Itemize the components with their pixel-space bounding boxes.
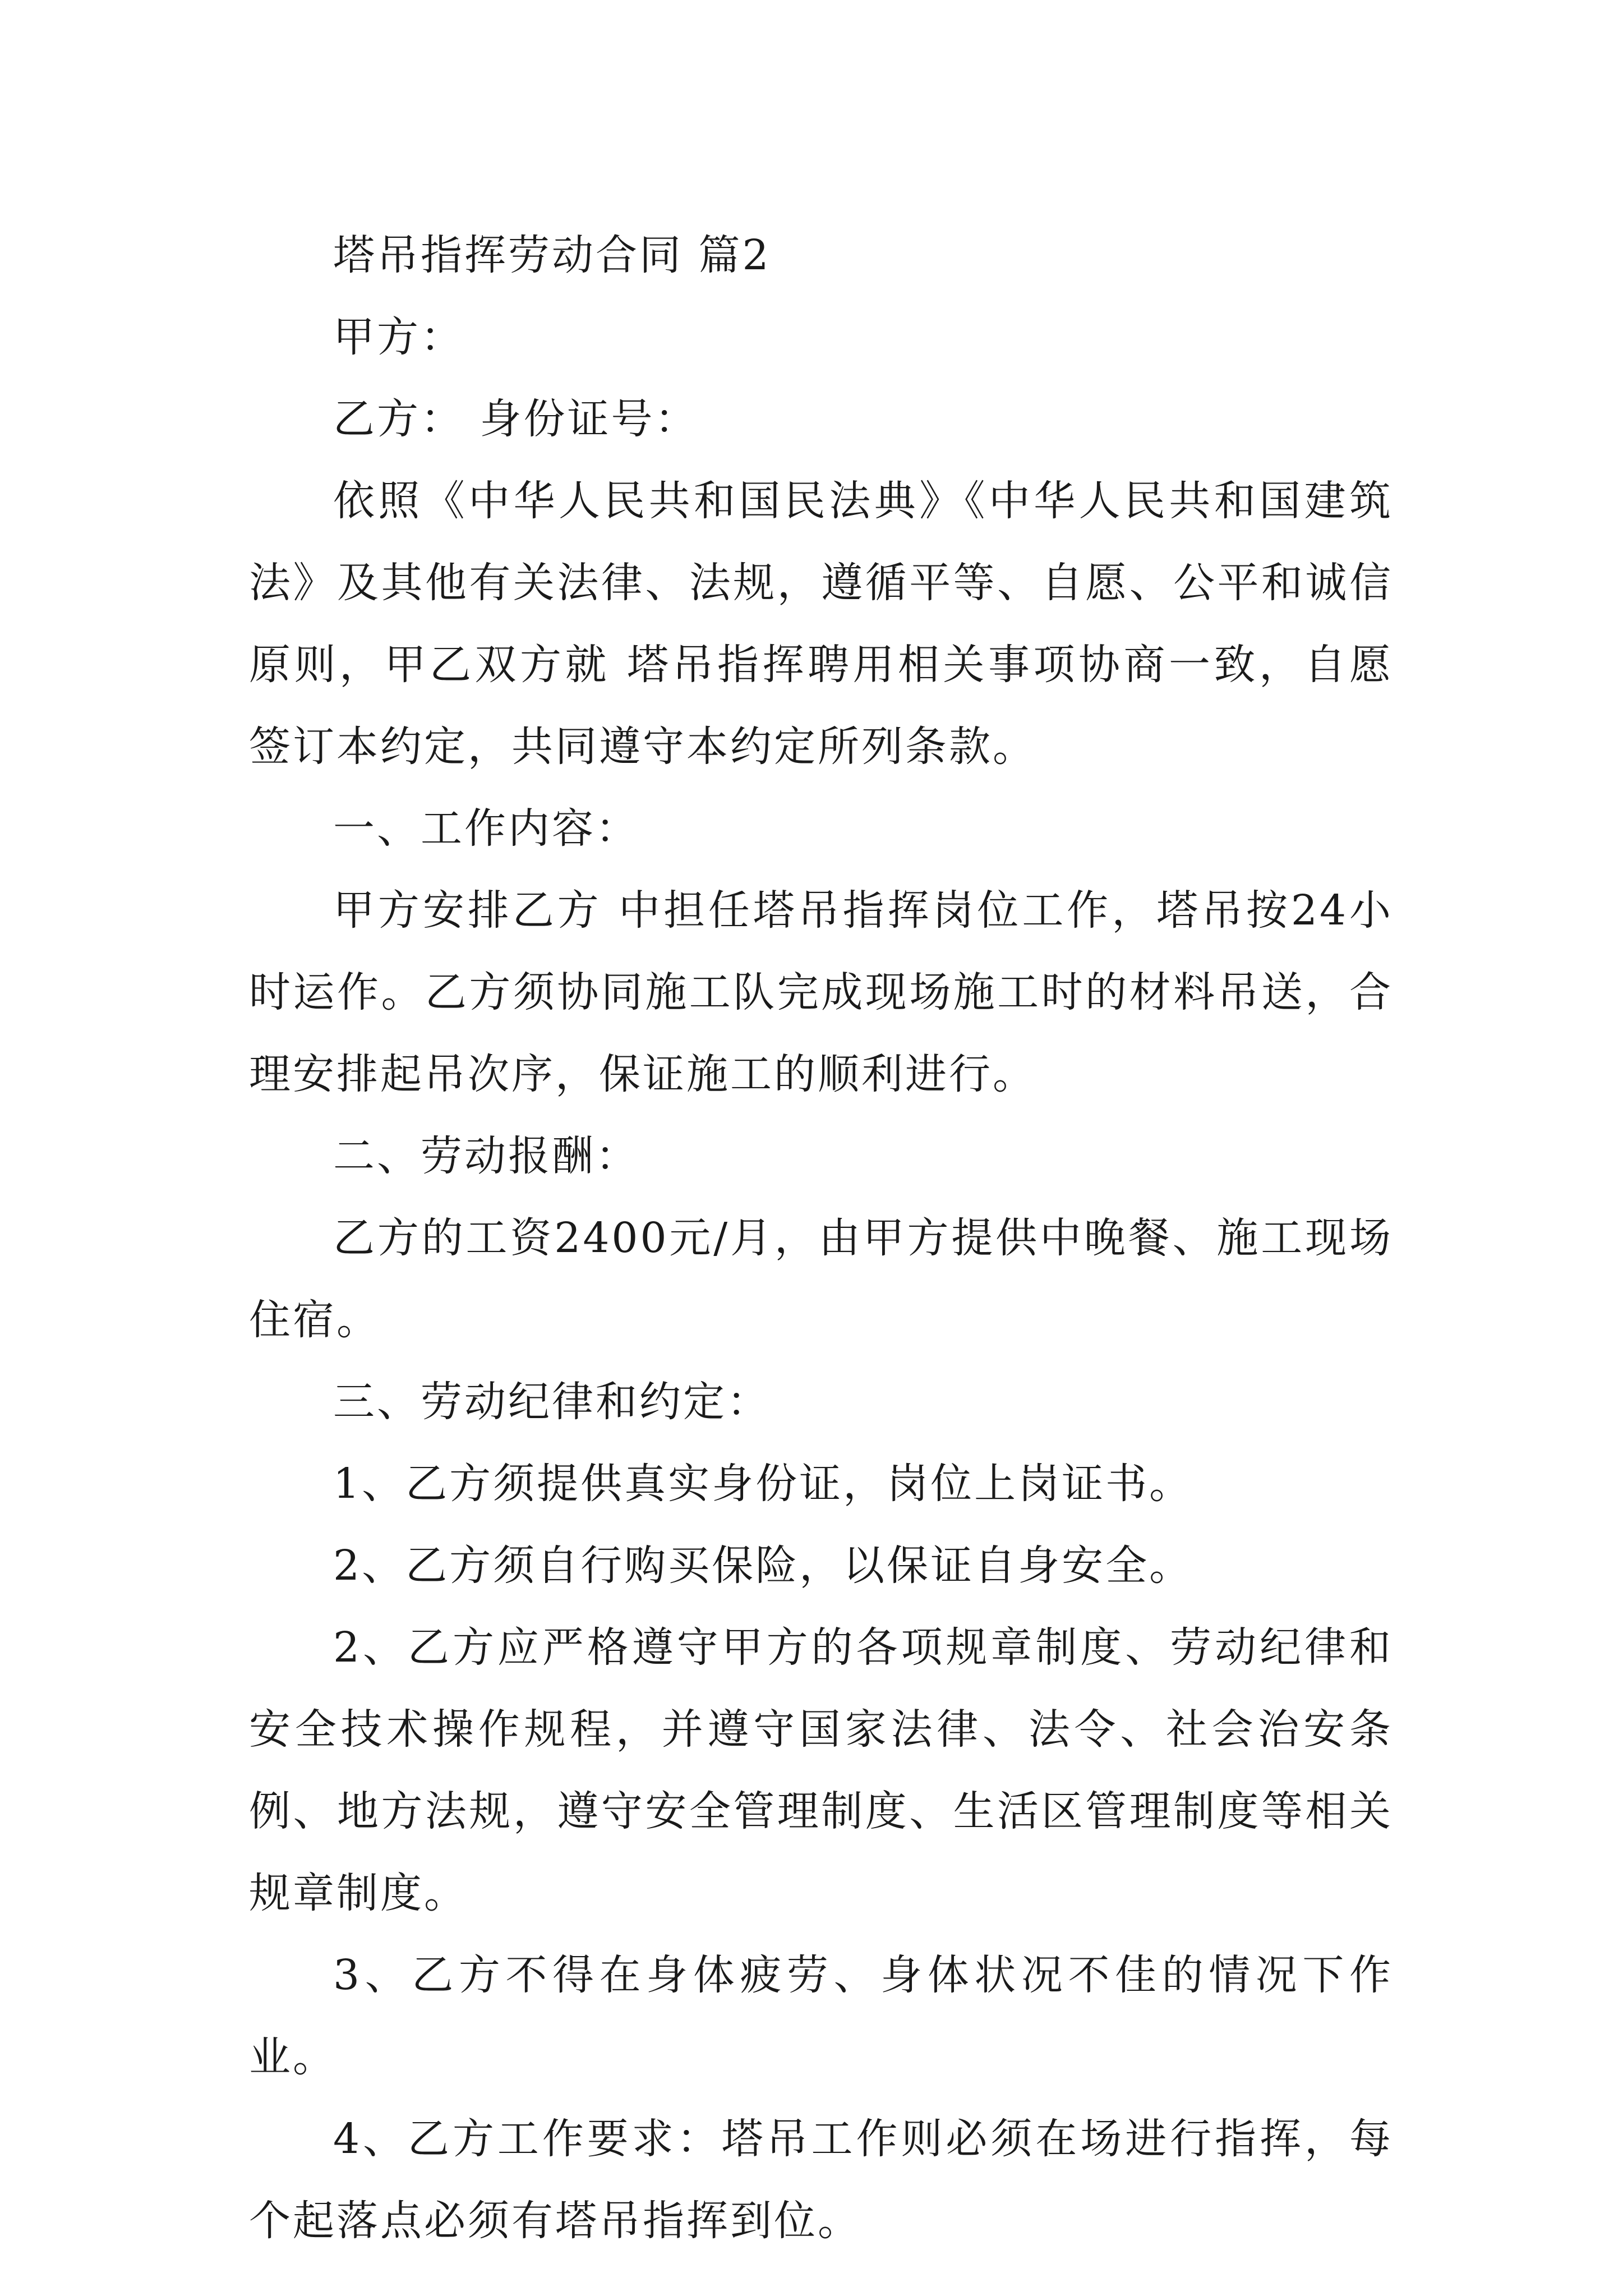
section-heading-discipline: 三、劳动纪律和约定：	[333, 1378, 771, 1426]
clause-2a: 2、乙方须自行购买保险，以保证自身安全。	[333, 1542, 1193, 1590]
preamble-paragraph: 依照《中华人民共和国民法典》《中华人民共和国建筑法》及其他有关法律、法规，遵循平等、自愿、公平和诚信原则，甲乙双方就 塔吊指挥聘用相关事项协商一致，自愿签订本约定，共同遵守本约定所列条款。	[249, 477, 1393, 771]
clause-2b: 2、乙方应严格遵守甲方的各项规章制度、劳动纪律和安全技术操作规程，并遵守国家法律、法令、社会治安条例、地方法规，遵守安全管理制度、生活区管理制度等相关规章制度。	[249, 1623, 1393, 1917]
pay-paragraph: 乙方的工资2400元/月，由甲方提供中晚餐、施工现场住宿。	[249, 1214, 1393, 1344]
section-heading-pay: 二、劳动报酬：	[333, 1132, 639, 1180]
section-heading-work: 一、工作内容：	[333, 804, 639, 853]
party-b-line: 乙方： 身份证号：	[333, 395, 699, 443]
document-body	[249, 214, 1393, 2262]
document-title: 塔吊指挥劳动合同 篇2	[333, 231, 771, 279]
party-a-line: 甲方：	[333, 313, 464, 361]
clause-3: 3、乙方不得在身体疲劳、身体状况不佳的情况下作业。	[249, 1951, 1393, 2081]
work-content-paragraph: 甲方安排乙方 中担任塔吊指挥岗位工作，塔吊按24小时运作。乙方须协同施工队完成现场施工时的材料吊送，合理安排起吊次序，保证施工的顺利进行。	[249, 886, 1393, 1098]
clause-1: 1、乙方须提供真实身份证，岗位上岗证书。	[333, 1460, 1193, 1508]
clause-4: 4、乙方工作要求：塔吊工作则必须在场进行指挥，每个起落点必须有塔吊指挥到位。	[249, 2115, 1393, 2245]
